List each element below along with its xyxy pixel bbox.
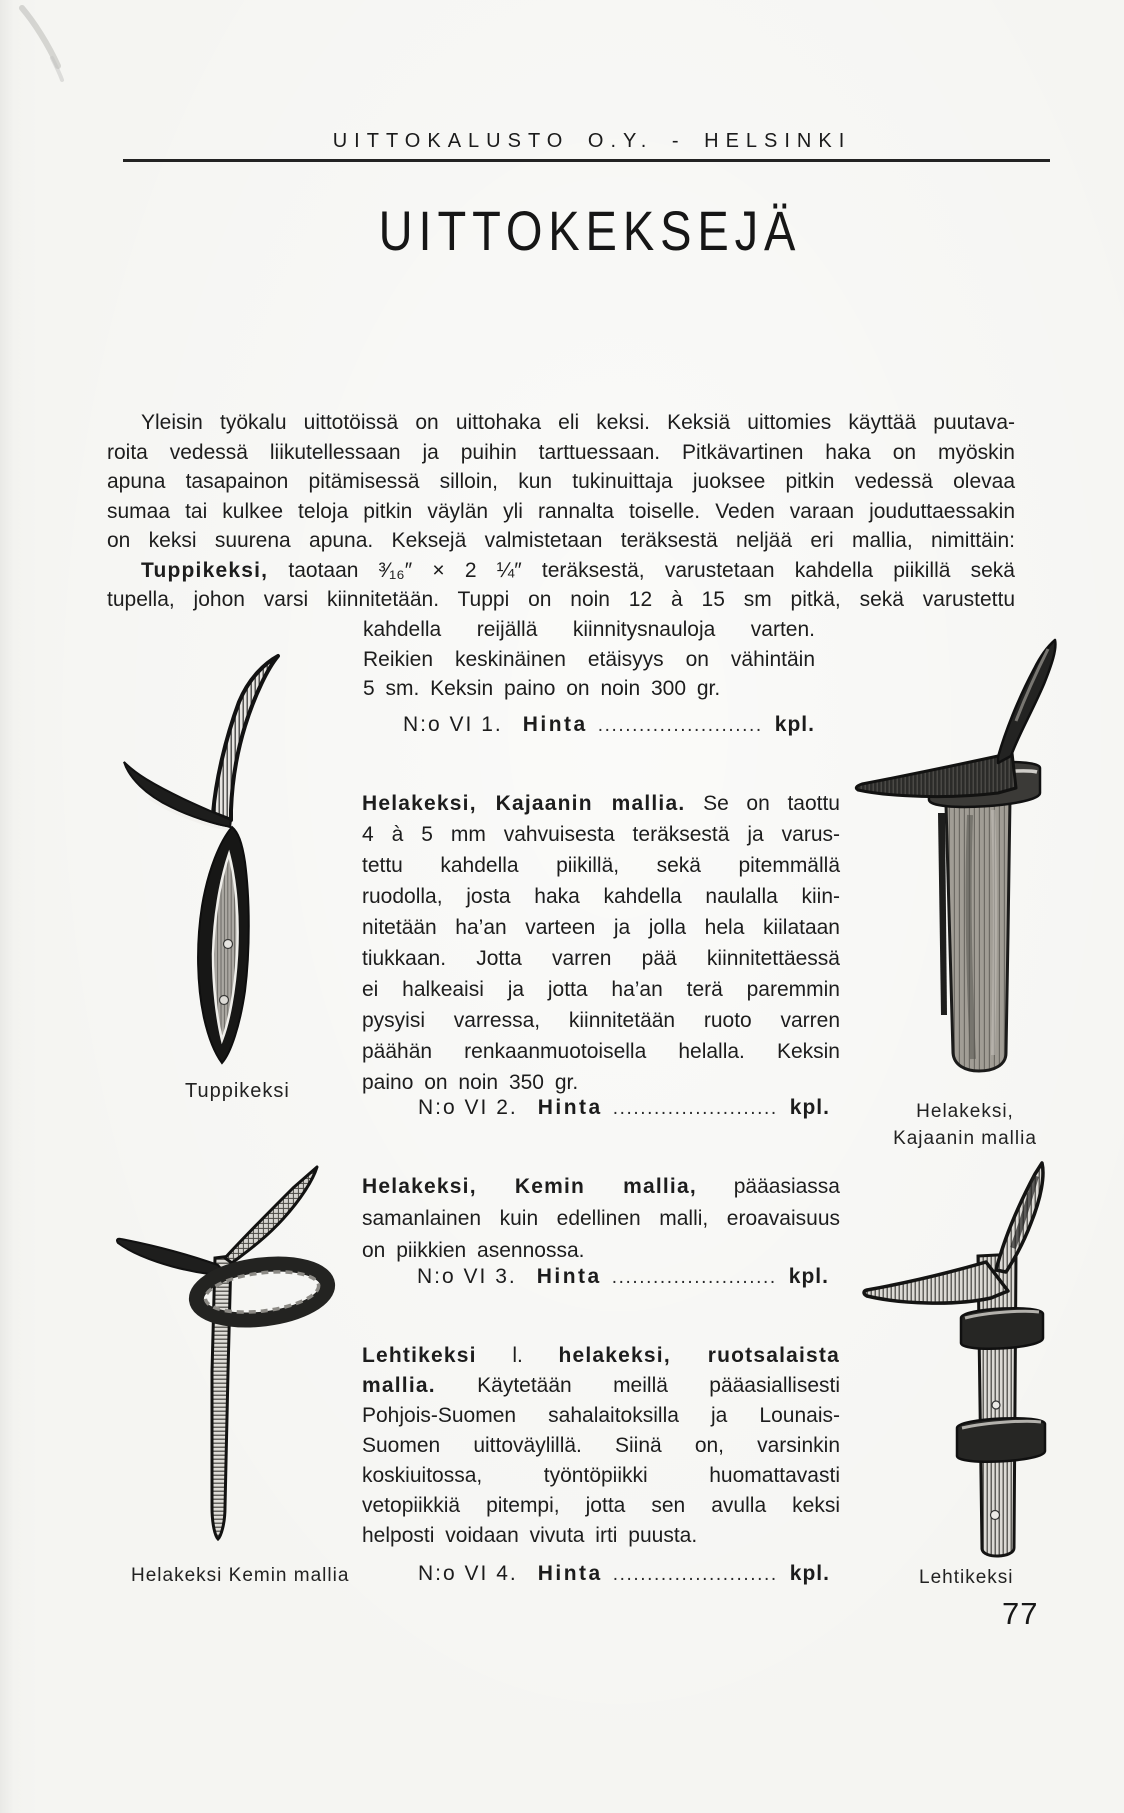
text-line: roita vedessä liikutellessaan ja puihin tarttuessaan. Pitkävartinen haka on myöskin [107, 440, 1015, 464]
caption-helakeksi-kajaani: Helakeksi, Kajaanin mallia [893, 1101, 1037, 1149]
price-line-vi1 [403, 713, 815, 737]
text-line: helposti voidaan vivuta irti puusta. [362, 1524, 698, 1547]
intro-paragraph [107, 408, 1015, 615]
price-line-vi4 [418, 1562, 830, 1586]
text-line: Tuppikeksi, taotaan ³⁄₁₆″ × 2 ¼″ teräksestä, varustetaan kahdella piikillä sekä [141, 558, 1015, 582]
price-label: Hinta [536, 1265, 602, 1288]
helakeksi-kajaani-illustration [848, 635, 1063, 1075]
kajaani-heading: Helakeksi, Kajaanin mallia. [362, 792, 686, 815]
text-line: Reikien keskinäinen etäisyys on vähintäin [363, 647, 815, 671]
price-label: Hinta [522, 713, 588, 736]
text-line: tiukkaan. Jotta varren pää kiinnitettäessä [362, 947, 840, 970]
text-line: sumaa tai kulkee teloja pitkin väylän yli rannalta toiselle. Veden varaan jouduttaessakin [107, 499, 1015, 523]
price-line-vi2 [418, 1096, 830, 1120]
tuppikeksi-illustration [118, 648, 333, 1078]
price-dotted-leader: ........................ [597, 715, 763, 736]
text-line: 4 à 5 mm vahvuisesta teräksestä ja varus- [362, 823, 840, 846]
text-line: Helakeksi, Kajaanin mallia. Se on taottu [362, 792, 840, 815]
lehti-paragraph [362, 1341, 840, 1551]
text-line: tettu kahdella piikillä, sekä pitemmällä [362, 854, 840, 877]
price-line-vi3 [417, 1265, 829, 1289]
text-line: Suomen uittoväylillä. Siinä on, varsinkin [362, 1434, 840, 1457]
text-line: apuna tasapainon pitämisessä silloin, kun tukinuittaja juoksee pitkin vedessä olevaa [107, 470, 1015, 493]
price-dotted-leader: ........................ [612, 1564, 778, 1585]
price-dotted-leader: ........................ [611, 1267, 777, 1288]
item-number: N:o VI 1. [403, 713, 503, 736]
item-number: N:o VI 2. [418, 1096, 518, 1119]
text-line: nitetään ha’an varteen ja jolla hela kiilataan [362, 916, 840, 939]
text-line: pysyisi varressa, kiinnitetään ruoto varren [362, 1009, 840, 1032]
tuppikeksi-paragraph-narrow [363, 615, 815, 704]
text-line: ei halkeaisi ja jotta ha’an terä paremmin [362, 978, 840, 1001]
text-line: ruodolla, josta haka kahdella naulalla kiin- [362, 885, 840, 908]
kajaani-paragraph [362, 788, 840, 1098]
kemi-heading: Helakeksi, Kemin mallia, [362, 1175, 697, 1198]
scan-smudge-mark [0, 0, 110, 110]
text-line: Yleisin työkalu uittotöissä on uittohaka eli keksi. Keksiä uittomies käyttää puutava- [141, 411, 1015, 434]
lehti-heading: Lehtikeksi [362, 1344, 477, 1367]
caption-lehtikeksi: Lehtikeksi [919, 1567, 1014, 1588]
price-label: Hinta [537, 1562, 603, 1585]
text-line: koskiuitossa, työntöpiikki huomattavasti [362, 1464, 840, 1487]
price-label: Hinta [537, 1096, 603, 1119]
page-number: 77 [1002, 1596, 1039, 1631]
text-line: Pohjois-Suomen sahalaitoksilla ja Lounais- [362, 1404, 840, 1427]
text-line: Lehtikeksi l. helakeksi, ruotsalaista [362, 1344, 840, 1367]
price-unit: kpl. [789, 1562, 830, 1585]
text-line: on keksi suurena apuna. Keksejä valmistetaan teräksestä neljää eri mallia, nimittäin: [107, 529, 1015, 552]
kemi-paragraph [362, 1171, 840, 1267]
page-title: UITTOKEKSEJÄ [378, 199, 802, 262]
price-unit: kpl. [788, 1265, 829, 1288]
header-rule [123, 159, 1050, 162]
helakeksi-kemi-illustration [112, 1162, 337, 1562]
item-number: N:o VI 4. [418, 1562, 518, 1585]
text-line: kahdella reijällä kiinnitysnauloja varten. [363, 618, 815, 641]
price-unit: kpl. [789, 1096, 830, 1119]
caption-tuppikeksi: Tuppikeksi [185, 1080, 290, 1102]
text-line: päähän renkaanmuotoisella helalla. Keksin [362, 1040, 840, 1063]
text-line: paino on noin 350 gr. [362, 1071, 579, 1094]
caption-helakeksi-kemi: Helakeksi Kemin mallia [131, 1565, 350, 1586]
price-dotted-leader: ........................ [612, 1098, 778, 1119]
lehtikeksi-illustration [858, 1160, 1058, 1565]
price-unit: kpl. [774, 713, 815, 736]
text-line: vetopiikkiä pitempi, jotta sen avulla keksi [362, 1494, 840, 1517]
item-number: N:o VI 3. [417, 1265, 517, 1288]
text-line: Helakeksi, Kemin mallia, pääasiassa [362, 1175, 840, 1198]
text-line: samanlainen kuin edellinen malli, eroavaisuus [362, 1207, 840, 1230]
text-line: 5 sm. Keksin paino on noin 300 gr. [363, 677, 721, 700]
text-line: tupella, johon varsi kiinnitetään. Tuppi on noin 12 à 15 sm pitkä, sekä varustettu [107, 588, 1015, 611]
tuppikeksi-heading: Tuppikeksi, [141, 558, 269, 582]
text-line: mallia. Käytetään meillä pääasiallisesti [362, 1374, 840, 1397]
company-header: UITTOKALUSTO O.Y. - HELSINKI [332, 130, 852, 152]
text-line: on piikkien asennossa. [362, 1239, 585, 1262]
